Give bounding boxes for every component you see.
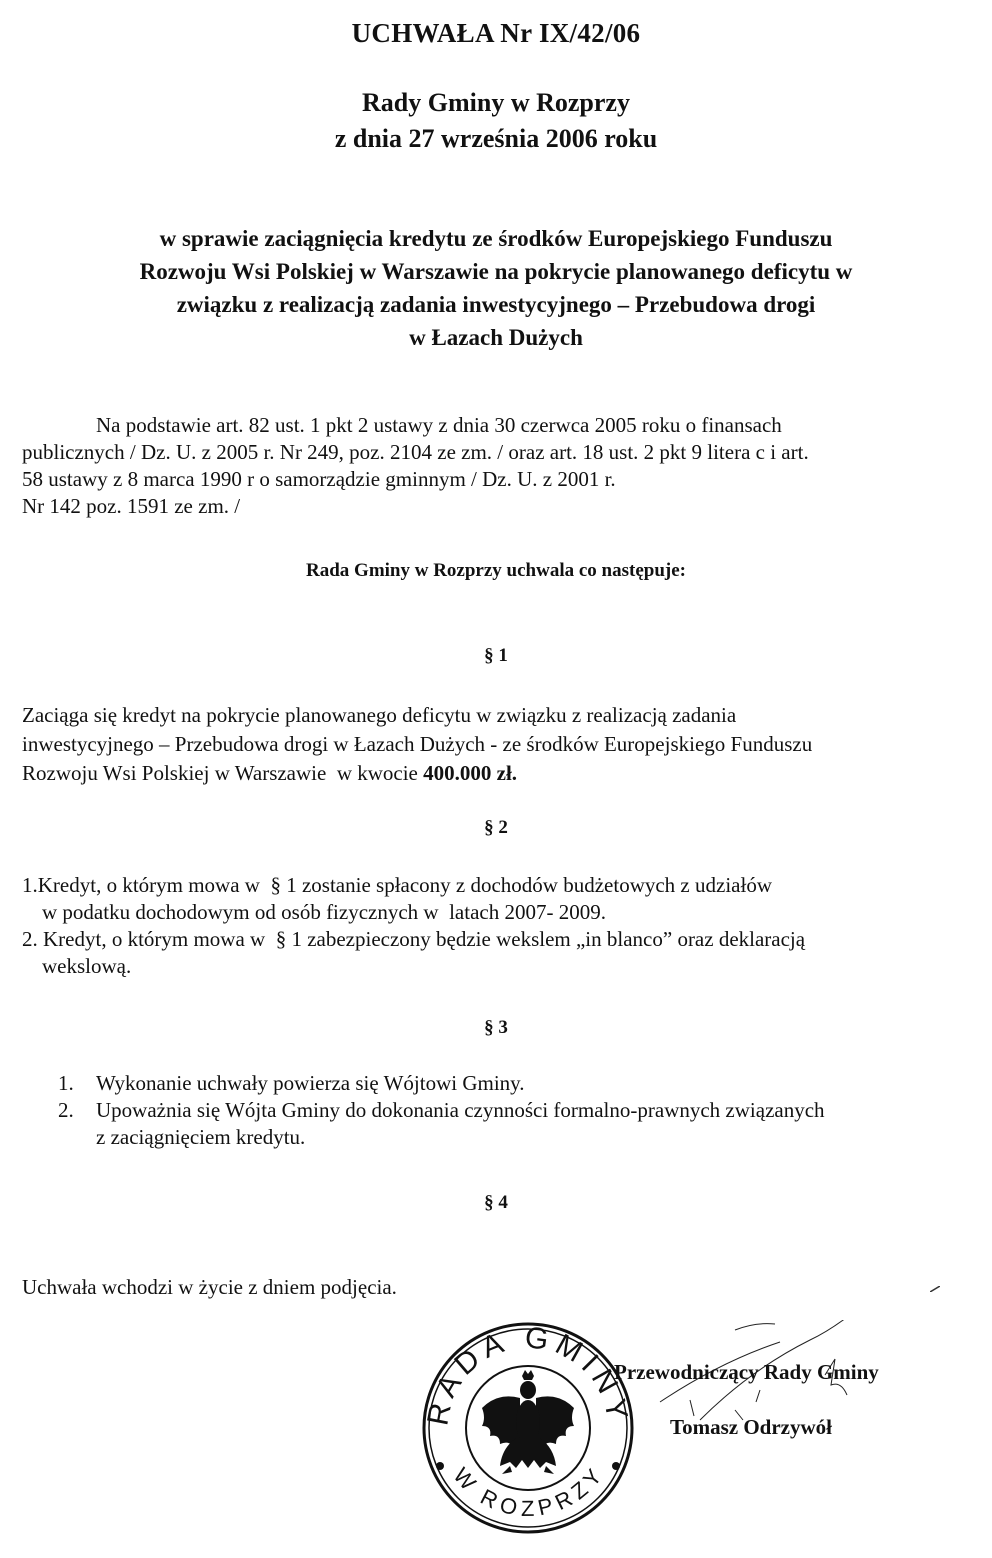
stray-mark xyxy=(930,1286,940,1292)
section-1-heading: § 1 xyxy=(484,645,508,666)
issuer: Rady Gminy w Rozprzy xyxy=(362,88,630,117)
section-2-item-cont: w podatku dochodowym od osób fizycznych w latach 2007- 2009. xyxy=(42,900,606,924)
section-2-heading: § 2 xyxy=(484,817,508,838)
seal-bottom-text: W ROZPRZY xyxy=(448,1462,608,1521)
section-3-heading: § 3 xyxy=(484,1017,508,1038)
section-1-body xyxy=(22,701,812,788)
section-1-line: Zaciąga się kredyt na pokrycie planowanego deficytu w związku z realizacją zadania xyxy=(22,703,737,727)
section-1-text: Rozwoju Wsi Polskiej w Warszawie w kwocie xyxy=(22,761,424,785)
section-3-body xyxy=(58,1070,825,1151)
subject-line: w sprawie zaciągnięcia kredytu ze środków Europejskiego Funduszu xyxy=(159,226,833,251)
eagle-emblem-icon xyxy=(482,1370,574,1474)
section-2-body xyxy=(22,872,805,980)
council-seal xyxy=(418,1318,638,1538)
section-2-item: 1.Kredyt, o którym mowa w § 1 zostanie spłacony z dochodów budżetowych z udziałów xyxy=(22,873,772,897)
item-text: Upoważnia się Wójta Gminy do dokonania czynności formalno-prawnych związanych xyxy=(96,1098,825,1122)
signatory-role: Przewodniczący Rady Gminy xyxy=(614,1360,879,1384)
section-3-item xyxy=(58,1070,825,1097)
resolution-date: z dnia 27 września 2006 roku xyxy=(334,124,658,153)
section-4-heading: § 4 xyxy=(484,1192,508,1213)
section-1-line: inwestycyjnego – Przebudowa drogi w Łazach Dużych - ze środków Europejskiego Funduszu xyxy=(22,732,813,756)
preamble-line: Na podstawie art. 82 ust. 1 pkt 2 ustawy z dnia 30 czerwca 2005 roku o finansach xyxy=(96,413,782,437)
item-number: 1. xyxy=(58,1071,74,1095)
seal-star-icon xyxy=(612,1462,620,1470)
section-3-item xyxy=(58,1097,825,1124)
resolution-title: UCHWAŁA Nr IX/42/06 xyxy=(351,18,641,48)
preamble-line: publicznych / Dz. U. z 2005 r. Nr 249, poz. 2104 ze zm. / oraz art. 18 ust. 2 pkt 9 litera c i art. xyxy=(22,440,809,464)
item-text: Wykonanie uchwały powierza się Wójtowi Gminy. xyxy=(96,1071,525,1095)
section-2-item: 2. Kredyt, o którym mowa w § 1 zabezpieczony będzie wekslem „in blanco” oraz deklaracją xyxy=(22,927,806,951)
subject-line: Rozwoju Wsi Polskiej w Warszawie na pokrycie planowanego deficytu w xyxy=(139,259,853,284)
preamble-line: 58 ustawy z 8 marca 1990 r o samorządzie gminnym / Dz. U. z 2001 r. xyxy=(22,467,616,491)
resolution-subject xyxy=(0,222,992,354)
resolves-statement: Rada Gminy w Rozprzy uchwala co następuje: xyxy=(306,560,686,581)
signatory-name: Tomasz Odrzywół xyxy=(670,1415,832,1439)
section-4-body: Uchwała wchodzi w życie z dniem podjęcia. xyxy=(22,1275,397,1299)
section-1-line xyxy=(22,759,812,788)
item-number: 2. xyxy=(58,1098,74,1122)
preamble-line: Nr 142 poz. 1591 ze zm. / xyxy=(22,494,241,518)
seal-top-text: RADA GMINY xyxy=(421,1320,635,1428)
loan-amount: 400.000 zł. xyxy=(423,761,518,785)
seal-star-icon xyxy=(436,1462,444,1470)
item-text-cont: z zaciągnięciem kredytu. xyxy=(96,1125,306,1149)
legal-basis xyxy=(22,412,809,520)
section-2-item-cont: wekslową. xyxy=(42,954,132,978)
subject-line: w Łazach Dużych xyxy=(409,325,583,350)
subject-line: związku z realizacją zadania inwestycyjnego – Przebudowa drogi xyxy=(176,292,816,317)
